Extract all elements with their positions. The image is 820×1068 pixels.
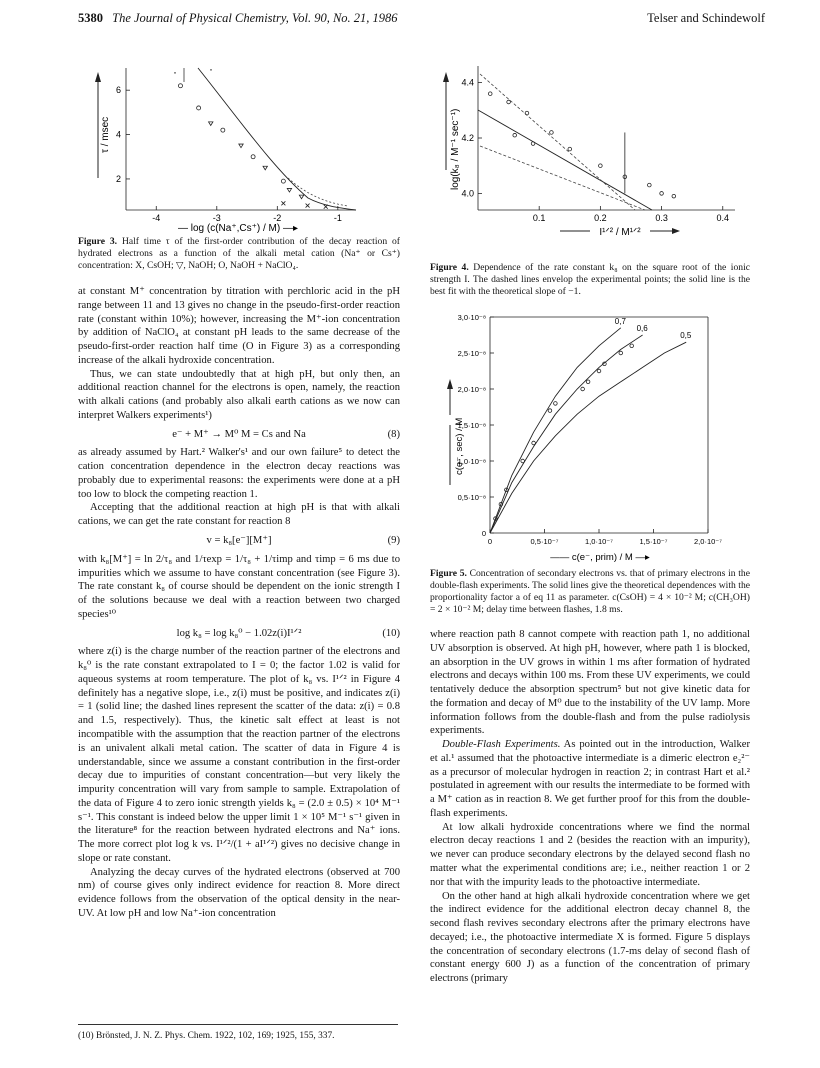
fig5-point: [532, 441, 536, 445]
fig5-ytick-label: 2,5·10⁻⁸: [457, 349, 486, 358]
fig4-xtick-label: 0.3: [655, 213, 668, 223]
fig4-point: [507, 100, 511, 104]
fig4-ytick-label: 4.0: [461, 188, 474, 199]
equation-10-body: log k₈ = log k₈⁰ − 1.02z(i)I¹ᐟ²: [176, 627, 302, 639]
fig3-xtick-label: -4: [152, 213, 161, 223]
fig4-point: [525, 111, 529, 115]
fig5-curve-label: 0,5: [680, 331, 692, 341]
fig4-point: [513, 133, 517, 137]
fig5-point: [619, 351, 623, 355]
right-paragraph-4: On the other hand at high alkali hydroxide concentration where we get the indirect evidence for the additional electron decay channel 8, the second flash revives secondary electrons after the primary electrons have decayed; i.e., the photoactive intermediate X is formed. Figure 5 displays the concentration of secondary electrons (1.7-ms delay of second flash of constant energy 600 J) as a function of the concentration of primary electrons (primary: [430, 890, 750, 985]
footnote-rule: [78, 1024, 398, 1025]
equation-9-number: (9): [387, 535, 400, 547]
figure4-caption-label: Figure 4.: [430, 262, 469, 273]
fig5-ytick-label: 2,0·10⁻⁸: [457, 385, 486, 394]
fig3-annotation-dot-1: ·: [173, 65, 177, 79]
fig4-point: [550, 131, 554, 135]
figure3-caption-label: Figure 3.: [78, 236, 118, 247]
fig3-point-triangle: [299, 195, 303, 199]
left-paragraph-6: where z(i) is the charge number of the reaction partner of the electrons and k₈⁰ is the rate constant extrapolated to I = 0; the factor 1.02 is valid for aqueous systems at room temperature. The plot of k₈ vs. I¹ᐟ² in Figure 4 definitely has a negative slope, i.e., z(i) must be positive, and indicates z(i) = 1 (solid line; the dashed lines represent the scatter of the data: z(i) = 0.8 and 1.5, respectively). Thus, the kinetic salt effect at least is not incompatible with the assumption that the reaction partner of the electrons is an univalent alkali metal cation. The scatter of data in Figure 4 is understandable, since we assume a constant contribution in the first-order decay due to impurities of constant concentration—but very likely the impurity concentration will vary from sample to sample. Extrapolation of the data of Figure 4 to zero ionic strength yields k₈ = (2.0 ± 0.5) × 10⁴ M⁻¹ s⁻¹. This constant is indeed below the upper limit 1 × 10⁵ M⁻¹ s⁻¹ given in the literature⁸ for the reaction between hydrated electrons and Na⁺ ions. The more correct plot log k vs. I¹ᐟ²/(1 + aI¹ᐟ²) gives no decisive change in slope or rate constant.: [78, 646, 400, 864]
equation-10: [78, 627, 400, 641]
fig3-point-x: [281, 201, 285, 205]
fig5-ytick-label: 3,0·10⁻⁸: [457, 313, 486, 322]
right-paragraph-2-text: As pointed out in the introduction, Walker et al.¹ assumed that the photoactive intermediate is a dimeric electron e₂²⁻ as a precursor of molecular hydrogen in reaction 2; in contrast Hart et al.² postulated in agreement with our results the intermediate to be formed with a M⁺ cation as in reaction 8. We get further proof for this from the double-flash experiments.: [430, 739, 750, 819]
fig4-point: [660, 192, 664, 196]
fig5-curve-label: 0,6: [636, 324, 648, 333]
fig5-point: [586, 380, 590, 384]
running-header-authors: Telser and Schindewolf: [647, 11, 765, 25]
fig4-point: [648, 183, 652, 187]
figure4-caption: [430, 262, 750, 298]
left-paragraph-2: Thus, we can state undoubtedly that at high pH, but only then, an additional reaction channel for the electrons is open, namely, the reaction with alkali cations (and probably also alkali earth cations as we now can interpret Walkers experiments¹): [78, 368, 400, 421]
footnote-10: (10) Brönsted, J. N. Z. Phys. Chem. 1922, 102, 169; 1925, 155, 337.: [78, 1031, 335, 1041]
figure5-chart: [430, 305, 760, 565]
equation-8-number: (8): [387, 428, 400, 440]
fig5-point: [548, 409, 552, 413]
fig5-point: [630, 344, 634, 348]
fig4-xtick-label: 0.2: [594, 213, 607, 223]
fig5-ytick-label: 1,5·10⁻⁸: [457, 421, 486, 430]
figure5-caption-text: Concentration of secondary electrons vs. that of primary electrons in the double-flash experiments. The solid lines give the theoretical dependences with the proportionality factor a of eq 11 as parameter. c(CsOH) = 4 × 10⁻² M; c(CH₃OH) = 2 × 10⁻² M; delay time between flashes, 1.8 ms.: [430, 568, 750, 615]
fig5-xtick-label: 0: [487, 537, 493, 546]
figure4-chart: [430, 60, 750, 240]
fig3-point-circle: [197, 106, 201, 110]
fig5-ytick-label: 1,0·10⁻⁸: [457, 457, 486, 466]
fig5-point: [521, 459, 525, 463]
fig3-xtick-label: -3: [212, 213, 221, 223]
fig3-point-triangle: [209, 122, 213, 126]
equation-9-body: v = k₈[e⁻][M⁺]: [206, 535, 272, 547]
fig5-ytick-label: 0,5·10⁻⁸: [457, 493, 486, 502]
fig3-ytick-label: 4: [115, 129, 121, 140]
fig5-ylabel: c(e⁻, sec) / M: [454, 417, 465, 475]
right-paragraph-3: At low alkali hydroxide concentrations where we find the normal electron decay reactions 1 and 2 (besides the reaction with an impurity), we never can produce secondary electrons by the delayed second flash no matter what the experimental conditions are; i.e., neither reaction 1 or 2 nor that with the impurity leads to the photoactive intermediate.: [430, 821, 750, 888]
fig5-xtick-label: 2,0·10⁻⁷: [694, 537, 722, 546]
fig3-point-circle: [251, 155, 255, 159]
fig5-xtick-label: 1,0·10⁻⁷: [585, 537, 613, 546]
fig5-curve-label: 0,7: [614, 316, 626, 326]
fig5-point: [581, 387, 585, 391]
left-paragraph-1: at constant M⁺ concentration by titration with perchloric acid in the pH range between 11 and 13 gives no change in the pseudo-first-order reaction rate (constant within 10%); however, increasing the M⁺-ion concentration by addition of NaClO₄ at constant pH leads to the same decrease of the pseudo-first-order reaction half time (O in Figure 3) as a corresponding increase of the alkali hydroxide concentration.: [78, 286, 400, 366]
figure4-caption-text: Dependence of the rate constant k₈ on the square root of the ionic strength I. The dashed lines envelop the experimental points; the solid line is the best fit with the theoretical slope of −1.: [430, 262, 750, 297]
left-column: [78, 285, 400, 921]
fig3-point-triangle: [263, 166, 267, 170]
figure3-chart: [78, 58, 368, 233]
figure3-caption: [78, 236, 400, 272]
fig4-point: [672, 194, 676, 198]
fig4-ylabel: log(k₈ / M⁻¹ sec⁻¹): [450, 108, 461, 190]
fig5-xlabel: —— c(e⁻, prim) / M —▸: [550, 552, 650, 563]
figure5-caption: [430, 568, 750, 616]
right-paragraph-1: where reaction path 8 cannot compete with reaction path 1, no additional UV absorption is observed. At high pH, however, where path 1 is blocked, an absorption in the UV grows in within 1 ms after formation of hydrated electrons and decays within 100 ms. From these UV experiments, we could tentatively deduce the absorption spectrum⁵ but not give kinetic data for the formation and decay of M⁰ due to the instability of the UV lamp. More information follows from the double-flash and from the pulse radiolysis experiments.: [430, 629, 750, 737]
fig4-point: [568, 147, 572, 151]
fig4-xtick-label: 0.1: [532, 213, 546, 223]
equation-9: [78, 534, 400, 548]
figure5-caption-label: Figure 5.: [430, 568, 467, 579]
fig3-point-circle: [221, 128, 225, 132]
fig3-xtick-label: -2: [273, 213, 282, 223]
section-title-double-flash: Double-Flash Experiments.: [442, 739, 561, 751]
fig3-ytick-label: 2: [115, 173, 121, 184]
fig5-xtick-label: 0,5·10⁻⁷: [530, 537, 559, 546]
fig4-xlabel: I¹ᐟ² / M¹ᐟ²: [599, 227, 641, 238]
right-column: [430, 628, 750, 986]
fig5-point: [554, 402, 558, 406]
fig5-curve-0-5: [490, 342, 686, 533]
figure3-caption-text: Half time τ of the first-order contribution of the decay reaction of hydrated electrons as a function of the alkali metal cation (Na⁺ or Cs⁺) concentration: X, CsOH; ▽, NaOH; O, NaOH + NaClO₄.: [78, 236, 400, 271]
left-paragraph-4: Accepting that the additional reaction at high pH is that with alkali cations, we can get the rate constant for reaction 8: [78, 502, 400, 528]
fig5-xtick-label: 1,5·10⁻⁷: [639, 537, 668, 546]
fig4-point: [488, 92, 492, 96]
right-paragraph-2: [430, 738, 750, 821]
running-header-left: [78, 10, 398, 26]
fig3-annotation-dot-2: ·: [209, 62, 213, 76]
fig3-xtick-label: -1: [333, 213, 342, 223]
fig3-point-triangle: [239, 144, 243, 148]
equation-8: [78, 428, 400, 442]
fig3-point-circle: [178, 84, 182, 88]
left-paragraph-5: with k₈[M⁺] = ln 2/τ₈ and 1/τexp = 1/τ₈ + 1/τimp and τimp = 6 ms due to impurities which we assume to have constant concentration (see Figure 3). The rate constant k₈ of course should be dependent on the ionic strength I of the solutions because we deal with a reaction between two charged species¹⁰: [78, 553, 400, 620]
equation-8-body: e⁻ + M⁺ → M⁰ M = Cs and Na: [172, 428, 306, 440]
fig4-point: [599, 164, 603, 168]
fig5-point: [597, 369, 601, 373]
fig4-ytick-label: 4.2: [461, 133, 474, 143]
fig4-point: [531, 142, 535, 146]
left-paragraph-3: as already assumed by Hart.² Walker's¹ and our own failure⁵ to detect the cation concentration dependence in the electron decay reactions was probably due to experimental reasons: the experiments were done at a pH too low to block the competing reaction 1.: [78, 447, 400, 500]
fig3-point-triangle: [287, 188, 291, 192]
fig4-ytick-label: 4.4: [461, 77, 474, 88]
left-paragraph-7: Analyzing the decay curves of the hydrated electrons (observed at 700 nm) of course gives only indirect evidence for reaction 8. More direct evidence follows from the observation of the optical density in the near-UV. At low pH and low Na⁺-ion concentration: [78, 866, 400, 919]
equation-10-number: (10): [382, 627, 400, 639]
fig3-point-x: [306, 204, 310, 208]
page-number: 5380: [78, 11, 103, 25]
fig5-curve-0-6: [490, 335, 643, 533]
journal-citation: The Journal of Physical Chemistry, Vol. 90, No. 21, 1986: [112, 11, 398, 25]
fig3-ytick-label: 6: [115, 85, 121, 96]
fig3-ylabel: τ / msec: [100, 116, 111, 153]
fig3-point-circle: [281, 179, 285, 183]
fig3-xlabel: — log (c(Na⁺,Cs⁺) / M) —▸: [177, 223, 299, 233]
fig5-ytick-label: 0: [481, 529, 486, 538]
fig5-curve-0-7: [490, 328, 621, 533]
fig4-xtick-label: 0.4: [716, 213, 730, 223]
